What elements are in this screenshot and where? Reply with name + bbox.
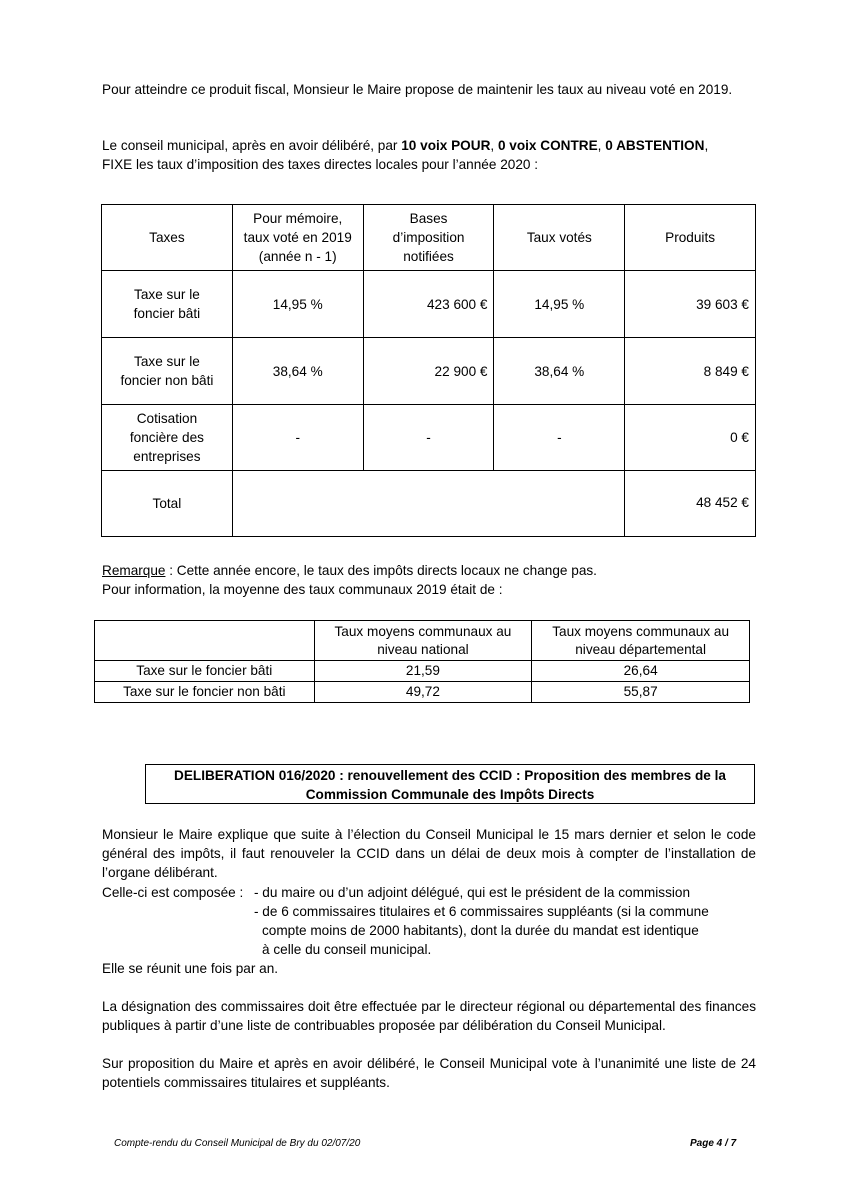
cell-departemental: 26,64	[532, 661, 750, 682]
composition-line: compte moins de 2000 habitants), dont la durée du mandat est identique	[262, 923, 699, 938]
cell-taux-2019: -	[232, 405, 363, 471]
vote-abstention: 0 ABSTENTION	[605, 138, 705, 153]
table-row	[102, 338, 756, 405]
meeting-frequency: Elle se réunit une fois par an.	[102, 961, 279, 976]
cell-line: foncier bâti	[133, 306, 201, 321]
cell-taux-vote: 14,95 %	[494, 271, 625, 338]
composition-item: - du maire ou d’un adjoint délégué, qui est le président de la commission	[254, 885, 691, 900]
average-rates-table	[94, 620, 750, 703]
page-number: Page 4 / 7	[690, 1138, 737, 1149]
table-header-row	[95, 621, 750, 661]
cell-line: entreprises	[133, 449, 201, 464]
header-line: notifiées	[403, 249, 454, 264]
composition-label: Celle-ci est composée :	[102, 885, 244, 900]
table-row	[95, 682, 750, 703]
table-row	[102, 405, 756, 471]
tax-rates-table	[101, 204, 756, 537]
table-row	[95, 661, 750, 682]
composition-line: - de 6 commissaires titulaires et 6 commissaires suppléants (si la commune	[254, 904, 709, 919]
header-bases	[363, 205, 494, 271]
header-line: Taux moyens communaux au	[334, 623, 512, 639]
vote-paragraph: Sur proposition du Maire et après en avoir délibéré, le Conseil Municipal vote à l’unanimité une liste de 24 potentiels commissaires titulaires et suppléants.	[102, 1056, 756, 1090]
designation-paragraph: La désignation des commissaires doit être effectuée par le directeur régional ou départemental des finances publiques à partir d’une liste de contribuables proposée par délibération du Conseil Municipal.	[102, 999, 756, 1033]
header-empty	[95, 621, 315, 661]
vote-separator: ,	[490, 138, 498, 153]
row-tax-name	[102, 271, 233, 338]
header-departemental	[532, 621, 750, 661]
total-row	[102, 471, 756, 537]
vote-statement	[102, 136, 756, 174]
header-line: Pour mémoire,	[253, 211, 343, 226]
table-row	[102, 271, 756, 338]
cell-produit: 39 603 €	[625, 271, 756, 338]
deliberation-title-line: DELIBERATION 016/2020 : renouvellement des CCID : Proposition des membres de la	[174, 768, 726, 783]
fixe-statement: FIXE les taux d’imposition des taxes directes locales pour l’année 2020 :	[102, 157, 538, 172]
information-text: Pour information, la moyenne des taux communaux 2019 était de :	[102, 582, 503, 597]
row-name: Taxe sur le foncier bâti	[95, 661, 315, 682]
header-line: niveau national	[377, 641, 469, 657]
ccid-explanation: Monsieur le Maire explique que suite à l’élection du Conseil Municipal le 15 mars dernier et selon le code général des impôts, il faut renouveler la CCID dans un délai de deux mois à compter de l’installation de l’organe délibérant.	[102, 827, 756, 880]
cell-departemental: 55,87	[532, 682, 750, 703]
cell-line: Taxe sur le	[134, 354, 200, 369]
header-taxes: Taxes	[102, 205, 233, 271]
cell-line: Cotisation	[136, 411, 198, 426]
cell-bases: -	[363, 405, 494, 471]
intro-paragraph: Pour atteindre ce produit fiscal, Monsieur le Maire propose de maintenir les taux au niveau voté en 2019.	[102, 82, 733, 97]
header-taux-memoire	[232, 205, 363, 271]
row-name: Taxe sur le foncier non bâti	[95, 682, 315, 703]
header-produits: Produits	[625, 205, 756, 271]
vote-pour: 10 voix POUR	[401, 138, 491, 153]
table-header-row	[102, 205, 756, 271]
header-line: d’imposition	[392, 230, 465, 245]
row-tax-name	[102, 405, 233, 471]
header-line: Bases	[409, 211, 448, 226]
cell-taux-vote: 38,64 %	[494, 338, 625, 405]
vote-separator: ,	[597, 138, 606, 153]
cell-bases: 22 900 €	[363, 338, 494, 405]
cell-line: Taxe sur le	[134, 287, 200, 302]
vote-prefix: Le conseil municipal, après en avoir délibéré, par	[102, 138, 402, 153]
cell-national: 49,72	[314, 682, 532, 703]
cell-taux-vote: -	[494, 405, 625, 471]
total-value: 48 452 €	[625, 471, 756, 537]
cell-taux-2019: 38,64 %	[232, 338, 363, 405]
header-line: niveau départemental	[575, 641, 706, 657]
cell-taux-2019: 14,95 %	[232, 271, 363, 338]
footer-title: Compte-rendu du Conseil Municipal de Bry du 02/07/20	[114, 1138, 361, 1149]
remarque-label: Remarque	[102, 563, 166, 578]
composition-line: à celle du conseil municipal.	[262, 942, 432, 957]
header-line: Taux moyens communaux au	[552, 623, 730, 639]
deliberation-title-line: Commission Communale des Impôts Directs	[305, 787, 595, 802]
header-line: (année n - 1)	[258, 249, 337, 264]
cell-produit: 8 849 €	[625, 338, 756, 405]
remarque-text: : Cette année encore, le taux des impôts directs locaux ne change pas.	[165, 563, 597, 578]
vote-suffix: ,	[704, 138, 709, 153]
total-empty-cell	[232, 471, 624, 537]
composition-item	[254, 902, 709, 921]
vote-contre: 0 voix CONTRE	[497, 138, 598, 153]
deliberation-title	[145, 764, 755, 804]
remarque	[102, 561, 756, 599]
total-label: Total	[102, 471, 233, 537]
cell-bases: 423 600 €	[363, 271, 494, 338]
cell-line: foncière des	[129, 430, 204, 445]
header-national	[314, 621, 532, 661]
header-line: taux voté en 2019	[243, 230, 352, 245]
cell-national: 21,59	[314, 661, 532, 682]
cell-line: foncier non bâti	[120, 373, 214, 388]
cell-produit: 0 €	[625, 405, 756, 471]
row-tax-name	[102, 338, 233, 405]
header-taux-votes: Taux votés	[494, 205, 625, 271]
